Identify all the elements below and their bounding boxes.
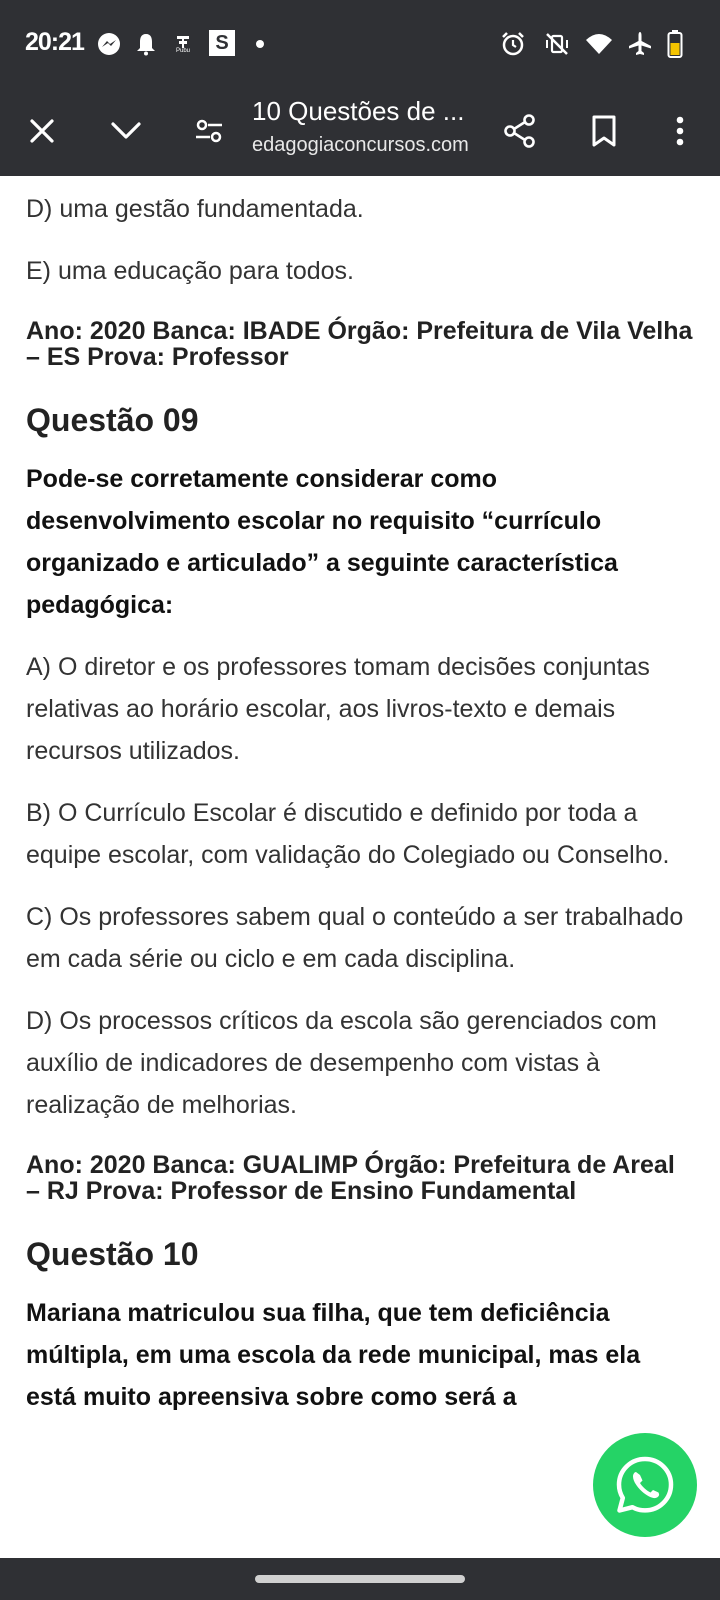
option-d: D) Os processos críticos da escola são gerenciados com auxílio de indicadores de desempenho com vistas à realização de melhorias. xyxy=(26,1007,657,1119)
page-url[interactable]: edagogiaconcursos.com xyxy=(252,134,469,156)
question-text: Mariana matriculou sua filha, que tem deficiência múltipla, em uma escola da rede municipal, mas ela está muito apreensiva sobre como será a xyxy=(26,1299,641,1411)
navigation-bar xyxy=(0,1558,720,1600)
battery-icon xyxy=(666,30,684,58)
gesture-handle[interactable] xyxy=(255,1575,465,1583)
browser-toolbar xyxy=(0,86,720,176)
option-c: C) Os professores sabem qual o conteúdo a ser trabalhado em cada série ou ciclo e em cada disciplina. xyxy=(26,903,684,973)
whatsapp-icon xyxy=(614,1454,676,1516)
question-heading: Questão 09 xyxy=(26,402,199,438)
question-text: Pode-se corretamente considerar como desenvolvimento escolar no requisito “currículo organizado e articulado” a seguinte característica pedagógica: xyxy=(26,465,618,619)
status-time: 20:21 xyxy=(25,28,84,56)
more-vert-icon[interactable] xyxy=(655,106,705,156)
question-heading: Questão 10 xyxy=(26,1236,199,1272)
vibrate-off-icon xyxy=(544,30,570,58)
prev-option-d: D) uma gestão fundamentada. xyxy=(26,195,364,223)
dot-icon xyxy=(254,30,266,58)
page-title[interactable]: 10 Questões de ... xyxy=(252,96,465,126)
article-content xyxy=(0,176,720,1558)
airplane-icon xyxy=(627,30,653,58)
option-a: A) O diretor e os professores tomam decisões conjuntas relativas ao horário escolar, aos livros-texto e demais recursos utilizados. xyxy=(26,653,650,765)
prev-option-e: E) uma educação para todos. xyxy=(26,257,354,285)
notification-bell-icon xyxy=(134,30,158,58)
messenger-icon xyxy=(96,30,122,58)
s-app-icon: S xyxy=(209,30,235,56)
share-icon[interactable] xyxy=(495,106,545,156)
wifi-icon xyxy=(585,30,613,58)
page-settings-icon[interactable] xyxy=(184,106,234,156)
pubu-label: Pubu xyxy=(175,48,190,54)
question-meta: Ano: 2020 Banca: GUALIMP Órgão: Prefeitura de Areal – RJ Prova: Professor de Ensino Fundamental xyxy=(26,1151,675,1205)
status-bar xyxy=(0,0,720,86)
question-meta: Ano: 2020 Banca: IBADE Órgão: Prefeitura de Vila Velha – ES Prova: Professor xyxy=(26,317,693,371)
option-b: B) O Currículo Escolar é discutido e definido por toda a equipe escolar, com validação do Colegiado ou Conselho. xyxy=(26,799,670,869)
whatsapp-button[interactable] xyxy=(593,1433,697,1537)
chevron-down-icon[interactable] xyxy=(101,106,151,156)
bookmark-icon[interactable] xyxy=(579,106,629,156)
alarm-icon xyxy=(500,30,526,58)
pubu-app-icon xyxy=(170,30,196,58)
close-icon[interactable] xyxy=(17,106,67,156)
